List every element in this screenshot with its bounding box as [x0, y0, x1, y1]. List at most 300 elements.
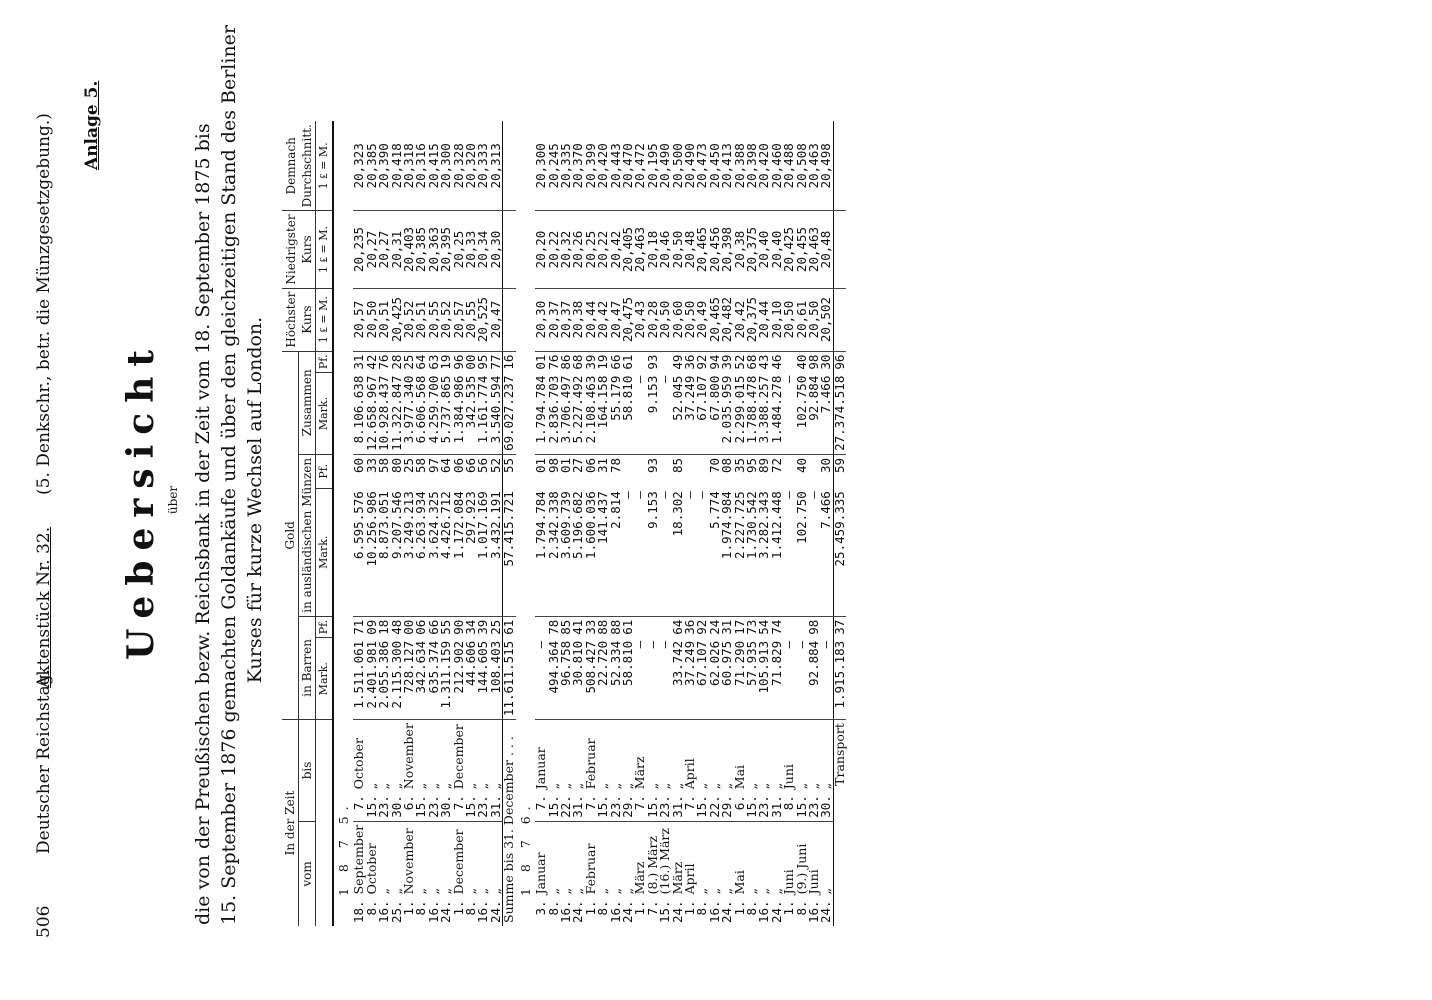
from-day-cell: 16. — [425, 900, 441, 923]
to-day-cell: 7. — [453, 792, 465, 821]
from-month-cell: „ — [376, 887, 392, 895]
total-mark-cell: 3.706.497 — [560, 373, 572, 455]
total-pf-cell: 93 — [644, 354, 660, 370]
total-mark-cell: 67.107 — [696, 373, 708, 455]
period-unit-spacer — [316, 720, 334, 926]
from-month-cell: Mai — [731, 870, 747, 895]
to-month-cell: „ — [607, 782, 623, 790]
total-mark-cell: 2.035.959 — [721, 373, 733, 455]
bars-mark-cell: 144.605 — [477, 638, 489, 720]
trans-coins-mark: 25.459.335 — [833, 488, 846, 616]
to-day-cell: 15. — [647, 792, 659, 821]
to-day-cell: 7. — [585, 792, 597, 821]
to-day-cell: 15. — [796, 792, 808, 821]
from-day-cell: 25. — [388, 900, 404, 923]
to-month-cell: „ — [595, 782, 611, 790]
coins-pf-cell: 56 — [475, 457, 491, 473]
lowest-rate-cell: 20,25 — [453, 211, 465, 288]
bars-pf-cell: 88 — [607, 619, 623, 635]
from-month-cell: „ — [768, 887, 784, 895]
bars-pf-cell: 33 — [582, 619, 598, 635]
bars-pf-cell — [647, 616, 659, 638]
average-rate-cell: 20,463 — [808, 121, 820, 211]
from-day-cell: 8. — [363, 900, 379, 916]
year-label: 1 8 7 6. — [517, 800, 533, 896]
coins-mark-cell: — — [622, 488, 634, 616]
from-day-cell: 1. — [401, 900, 417, 916]
from-day-cell: 16. — [806, 900, 822, 923]
from-month-cell: „ — [463, 887, 479, 895]
from-month-cell: (9.) Juni — [793, 843, 809, 895]
coins-mark-cell: 1.600.036 — [585, 488, 597, 616]
highest-rate-cell: 20,55 — [465, 288, 477, 351]
sum-total-pf: 16 — [503, 351, 516, 373]
coins-mark-cell: — — [783, 488, 795, 616]
coins-pf-cell: 52 — [487, 457, 503, 473]
from-month-cell: „ — [475, 887, 491, 895]
lowest-rate-cell: 20,456 — [709, 211, 721, 288]
to-day-cell: 15. — [696, 792, 708, 821]
to-month-cell: Mai — [731, 764, 747, 790]
to-month-cell: „ — [793, 782, 809, 790]
total-pf-cell: 19 — [438, 354, 454, 370]
total-mark-cell: — — [783, 373, 795, 455]
coins-mark-cell: — — [659, 488, 671, 616]
bars-pf-cell — [783, 616, 795, 638]
coins-pf-cell: 33 — [363, 457, 379, 473]
lowest-rate-cell: 20,18 — [647, 211, 659, 288]
trans-empty-rate — [833, 288, 846, 351]
from-month-cell: „ — [595, 887, 611, 895]
from-day-cell: 8. — [463, 900, 479, 916]
total-pf-cell: 92 — [694, 354, 710, 370]
to-day-cell: 8. — [783, 792, 795, 821]
to-month-cell: „ — [657, 782, 673, 790]
digitization-note — [1413, 10, 1431, 990]
to-day-cell: 15. — [415, 792, 427, 821]
bars-pf-cell: 18 — [376, 619, 392, 635]
lowest-rate-cell: 20,48 — [820, 211, 833, 288]
average-rate-header: Demnach Durchschnitt. — [282, 121, 316, 211]
coins-mark-cell: 8.873.051 — [378, 488, 390, 616]
highest-rate-cell: 20,425 — [391, 288, 403, 351]
highest-rate-cell: 20,49 — [696, 288, 708, 351]
to-day-cell: 29. — [622, 792, 634, 821]
highest-rate-cell: 20,47 — [610, 288, 622, 351]
bars-mark-cell: 494.364 — [548, 638, 560, 720]
average-rate-cell: 20,490 — [684, 121, 696, 211]
bars-pf-cell: 00 — [401, 619, 417, 635]
total-mark-cell: 342.535 — [465, 373, 477, 455]
coins-pf-cell: 78 — [607, 457, 623, 473]
lowest-rate-cell: 20,363 — [428, 211, 440, 288]
total-mark-cell: 58.810 — [622, 373, 634, 455]
coins-pf-cell: 95 — [744, 457, 759, 473]
lowest-rate-cell: 20,42 — [610, 211, 622, 288]
total-mark-cell: 11.322.847 — [391, 373, 403, 455]
to-month-cell: November — [401, 723, 417, 790]
highest-rate-cell: 20,42 — [734, 288, 746, 351]
to-day-cell: 22. — [709, 792, 721, 821]
average-rate-cell: 20,498 — [820, 121, 833, 211]
bars-pf-cell: 39 — [475, 619, 491, 635]
to-day-cell: 23. — [477, 792, 489, 821]
document-parenthetical: (5. Denkschr., betr. die Münzgesetzgebung.) — [34, 113, 54, 495]
total-pf-cell: 94 — [706, 354, 722, 370]
sum-coins-mark: 57.415.721 — [503, 488, 516, 616]
bars-mark-cell: 44.606 — [465, 638, 477, 720]
to-month-cell: „ — [388, 782, 404, 790]
from-day-cell: 24. — [669, 900, 685, 923]
bars-pf-cell — [634, 616, 646, 638]
lowest-rate-cell: 20,25 — [585, 211, 597, 288]
average-rate-cell: 20,328 — [453, 121, 465, 211]
coins-pf-cell: 58 — [413, 457, 429, 473]
to-day-cell: 23. — [428, 792, 440, 821]
coins-mark-cell: 297.923 — [465, 488, 477, 616]
total-mark-cell: 1.384.986 — [453, 373, 465, 455]
total-mark-cell: 92.884 — [808, 373, 820, 455]
coins-pf-cell: 89 — [756, 457, 772, 473]
total-mark-cell: 1.794.784 — [535, 373, 547, 455]
coins-pf-cell: 70 — [706, 457, 722, 473]
to-day-cell: 23. — [758, 792, 770, 821]
bars-mark-cell: 2.401.981 — [366, 638, 378, 720]
coins-mark-cell: 3.609.739 — [560, 488, 572, 616]
lowest-rate-cell: 20,463 — [808, 211, 820, 288]
coins-mark-cell: 102.750 — [796, 488, 808, 616]
bars-mark-cell: 635.374 — [428, 638, 440, 720]
average-rate-cell: 20,370 — [572, 121, 584, 211]
to-month-cell: Juni — [781, 764, 797, 790]
bars-pf-cell: 34 — [463, 619, 479, 635]
from-month-cell: April — [681, 863, 697, 895]
to-month-cell: März — [632, 756, 648, 790]
from-month-cell: „ — [388, 887, 404, 895]
to-month-cell: „ — [669, 782, 685, 790]
lowest-rate-cell: 20,455 — [796, 211, 808, 288]
lowest-rate-cell: 20,425 — [783, 211, 795, 288]
total-pf-cell: 40 — [793, 354, 809, 370]
average-rate-cell: 20,300 — [535, 121, 547, 211]
highest-rate-cell: 20,60 — [672, 288, 684, 351]
bars-pf-cell: 55 — [438, 619, 454, 635]
period-header: In der Zeit — [282, 720, 299, 926]
highest-rate-cell: 20,51 — [415, 288, 427, 351]
coins-mark-cell: 7.466 — [820, 488, 833, 616]
coins-pf-cell: 25 — [401, 457, 417, 473]
from-day-cell: 1. — [781, 900, 797, 916]
bars-mark-cell: — — [659, 638, 671, 720]
lowest-rate-cell: 20,38 — [734, 211, 746, 288]
from-month-cell: (16.) März — [657, 828, 673, 895]
total-mark-cell: 55.179 — [610, 373, 622, 455]
from-day-cell: 15. — [657, 900, 673, 923]
average-rate-cell: 20,473 — [696, 121, 708, 211]
highest-rate-cell: 20,502 — [820, 288, 833, 351]
bars-mark-cell: 30.810 — [572, 638, 584, 720]
from-day-cell: 8. — [793, 900, 809, 916]
to-month-cell: Februar — [582, 738, 598, 790]
highest-rate-cell: 20,28 — [647, 288, 659, 351]
bars-mark-cell: 62.026 — [709, 638, 721, 720]
from-day-cell: 8. — [545, 900, 561, 916]
from-month-cell: „ — [438, 887, 454, 895]
from-day-cell: 16. — [607, 900, 623, 923]
coins-mark-cell: 9.207.546 — [391, 488, 403, 616]
sum-empty-rate — [503, 121, 516, 211]
to-month-cell: „ — [438, 782, 454, 790]
page-number: 506 — [34, 905, 54, 938]
from-day-cell: 24. — [719, 900, 735, 923]
trans-row — [833, 121, 846, 926]
total-mark-cell: 9.153 — [647, 373, 659, 455]
lowest-rate-cell: 20,46 — [659, 211, 671, 288]
average-unit: 1 ₤ = M. — [316, 121, 334, 211]
average-rate-cell: 20,443 — [610, 121, 622, 211]
document-reference: Aktenstück Nr. 32. — [34, 526, 54, 688]
bars-pf-cell: 66 — [425, 619, 441, 635]
trans-coins-pf: 59 — [833, 454, 846, 488]
total-pf-cell: 00 — [463, 354, 479, 370]
coins-mark-cell: 4.426.712 — [440, 488, 452, 616]
highest-rate-cell: 20,38 — [572, 288, 584, 351]
from-month-cell: Februar — [582, 843, 598, 895]
trans-label: Transport — [833, 720, 846, 926]
from-month-cell: „ — [706, 887, 722, 895]
trans-empty-rate — [833, 211, 846, 288]
to-day-cell: 15. — [366, 792, 378, 821]
total-pf-cell: 68 — [744, 354, 759, 370]
foreign-coins-header: in ausländischen Münzen — [299, 454, 316, 616]
coins-mark-cell: 2.814 — [610, 488, 622, 616]
lowest-rate-cell: 20,235 — [353, 211, 365, 288]
bars-pf-cell: 88 — [595, 619, 611, 635]
from-month-cell: „ — [818, 887, 834, 895]
from-month-cell: Juni — [806, 869, 822, 895]
coins-mark-cell: — — [696, 488, 708, 616]
bars-mark-cell: 342.634 — [415, 638, 427, 720]
from-month-cell: Januar — [533, 852, 549, 895]
total-pf-cell: 76 — [376, 354, 392, 370]
coins-pf-cell: 58 — [376, 457, 392, 473]
total-pf-cell: 28 — [388, 354, 404, 370]
to-month-cell: „ — [706, 782, 722, 790]
gold-header: Gold — [282, 351, 299, 720]
average-rate-cell: 20,472 — [634, 121, 646, 211]
lowest-rate-cell: 20,40 — [758, 211, 770, 288]
highest-rate-cell: 20,50 — [366, 288, 378, 351]
to-day-cell: 6. — [734, 792, 746, 821]
from-month-cell: October — [363, 843, 379, 895]
total-pf-cell: 43 — [756, 354, 772, 370]
highest-rate-cell: 20,55 — [428, 288, 440, 351]
average-rate-cell: 20,335 — [560, 121, 572, 211]
total-pf-cell: 86 — [557, 354, 573, 370]
total-mark-cell: 5.227.492 — [572, 373, 584, 455]
average-rate-cell: 20,508 — [796, 121, 808, 211]
from-month-cell: „ — [425, 887, 441, 895]
highest-rate-header: Höchster Kurs — [282, 288, 316, 351]
bars-pf-cell: 85 — [557, 619, 573, 635]
to-month-cell: „ — [619, 782, 635, 790]
bars-mark-cell: 1.511.061 — [353, 638, 365, 720]
highest-rate-cell: 20,52 — [440, 288, 452, 351]
lowest-rate-cell: 20,33 — [465, 211, 477, 288]
from-month-cell: September — [351, 824, 367, 895]
to-day-cell: 31. — [490, 792, 503, 821]
total-mark-cell: 1.484.278 — [771, 373, 783, 455]
bars-mark-cell: 105.913 — [758, 638, 770, 720]
coins-pf-cell — [622, 454, 634, 488]
lowest-rate-cell: 20,26 — [572, 211, 584, 288]
to-month-cell: Januar — [533, 747, 549, 790]
coins-pf-cell: 60 — [351, 457, 367, 473]
coins-pf-cell: 06 — [582, 457, 598, 473]
from-month-cell: November — [401, 828, 417, 895]
bars-mark-cell: — — [783, 638, 795, 720]
to-header: bis — [299, 720, 316, 822]
total-mark-cell: 5.737.865 — [440, 373, 452, 455]
highest-rate-cell: 20,37 — [560, 288, 572, 351]
total-mark-cell: 7.466 — [820, 373, 833, 455]
highest-rate-cell: 20,50 — [808, 288, 820, 351]
to-day-cell: 15. — [597, 792, 609, 821]
sum-bars-pf: 61 — [503, 616, 516, 638]
to-day-cell: 15. — [465, 792, 477, 821]
from-day-cell: 16. — [706, 900, 722, 923]
bars-pf-cell: 36 — [681, 619, 697, 635]
bars-mark-cell: 52.334 — [610, 638, 622, 720]
publication-name: Deutscher Reichstag. — [34, 669, 54, 854]
coins-mark-cell: 3.432.191 — [490, 488, 503, 616]
bars-pf-cell: 54 — [756, 619, 772, 635]
bars-pf-unit: Pf. — [316, 616, 334, 638]
lowest-rate-cell: 20,32 — [560, 211, 572, 288]
bars-pf-cell: 73 — [744, 619, 759, 635]
coins-mark-cell: 1.974.984 — [721, 488, 733, 616]
bars-pf-cell: 25 — [487, 619, 503, 635]
lowest-rate-header: Niedrigster Kurs — [282, 211, 316, 288]
total-pf-cell: 49 — [669, 354, 685, 370]
average-rate-cell: 20,195 — [647, 121, 659, 211]
coins-mark-cell: 141.437 — [597, 488, 609, 616]
average-rate-cell: 20,415 — [428, 121, 440, 211]
lowest-rate-cell: 20,27 — [366, 211, 378, 288]
from-day-cell: 1. — [450, 900, 466, 916]
from-month-cell: „ — [413, 887, 429, 895]
coins-pf-cell: 06 — [450, 457, 466, 473]
from-day-cell: 16. — [557, 900, 573, 923]
coins-pf-cell — [684, 454, 696, 488]
bars-mark-cell: 2.115.300 — [391, 638, 403, 720]
from-day-cell: 7. — [644, 900, 660, 916]
bars-header: in Barren — [299, 616, 316, 719]
coins-mark-cell: — — [634, 488, 646, 616]
to-month-cell: „ — [425, 782, 441, 790]
from-month-cell: „ — [694, 887, 710, 895]
total-pf-cell: 76 — [545, 354, 561, 370]
highest-rate-cell: 20,10 — [771, 288, 783, 351]
total-pf-cell: 42 — [363, 354, 379, 370]
subtitle-line-3: Kurses für kurze Wechsel auf London. — [244, 316, 266, 684]
total-header: Zusammen — [299, 351, 316, 454]
total-mark-cell: 10.928.437 — [378, 373, 390, 455]
from-day-cell: 8. — [694, 900, 710, 916]
bars-pf-cell: 98 — [806, 619, 822, 635]
from-day-cell: 16. — [756, 900, 772, 923]
to-day-cell: 23. — [808, 792, 820, 821]
from-month-cell: (8.) März — [644, 835, 660, 895]
to-month-cell: „ — [719, 782, 735, 790]
trans-total-mark: 27.374.518 — [833, 373, 846, 455]
to-day-cell: 23. — [378, 792, 390, 821]
from-day-cell: 16. — [475, 900, 491, 923]
total-mark-cell: 3.977.340 — [403, 373, 415, 455]
coins-mark-cell: 1.172.084 — [453, 488, 465, 616]
trans-bars-pf: 37 — [833, 616, 846, 638]
from-day-cell: 8. — [595, 900, 611, 916]
lowest-rate-cell: 20,30 — [490, 211, 503, 288]
lowest-rate-cell: 20,398 — [721, 211, 733, 288]
total-pf-cell: 39 — [719, 354, 735, 370]
coins-pf-unit: Pf. — [316, 454, 334, 488]
coins-mark-cell: 9.153 — [647, 488, 659, 616]
to-day-cell: 31. — [672, 792, 684, 821]
bars-mark-cell: 67.107 — [696, 638, 708, 720]
highest-rate-cell: 20,43 — [634, 288, 646, 351]
year-label: 1 8 7 5. — [336, 800, 351, 896]
trans-bars-mark: 1.915.183 — [833, 638, 846, 720]
to-day-cell: 6. — [403, 792, 415, 821]
to-day-cell: 29. — [721, 792, 733, 821]
total-mark-cell: — — [659, 373, 671, 455]
coins-mark-cell: 1.017.169 — [477, 488, 489, 616]
total-pf-cell: 39 — [582, 354, 598, 370]
bars-pf-cell: 78 — [545, 619, 561, 635]
from-month-cell: December — [450, 829, 466, 895]
highest-rate-cell: 20,44 — [585, 288, 597, 351]
coins-pf-cell: 27 — [570, 457, 586, 473]
to-month-cell: „ — [363, 782, 379, 790]
to-month-cell: October — [351, 738, 367, 790]
to-day-cell: 30. — [391, 792, 403, 821]
from-month-cell: „ — [545, 887, 561, 895]
bars-mark-cell: 728.127 — [403, 638, 415, 720]
lowest-rate-cell: 20,395 — [440, 211, 452, 288]
bars-pf-cell: 90 — [450, 619, 466, 635]
to-day-cell: 23. — [610, 792, 622, 821]
bars-pf-cell: 61 — [619, 619, 635, 635]
total-mark-unit: Mark. — [316, 373, 334, 455]
lowest-rate-cell: 20,34 — [477, 211, 489, 288]
lowest-rate-cell: 20,375 — [746, 211, 758, 288]
total-pf-cell: 36 — [681, 354, 697, 370]
coins-mark-cell: 3.282.343 — [758, 488, 770, 616]
lowest-rate-cell: 20,20 — [535, 211, 547, 288]
to-day-cell: 22. — [560, 792, 572, 821]
bars-mark-cell: 96.758 — [560, 638, 572, 720]
total-mark-cell: 102.750 — [796, 373, 808, 455]
coins-pf-cell: 01 — [557, 457, 573, 473]
to-month-cell: „ — [818, 782, 834, 790]
total-pf-cell: 25 — [401, 354, 417, 370]
from-month-cell: „ — [570, 887, 586, 895]
bars-mark-cell: 92.884 — [808, 638, 820, 720]
trans-empty-rate — [833, 121, 846, 211]
to-month-cell: „ — [644, 782, 660, 790]
sum-empty-rate — [503, 288, 516, 351]
